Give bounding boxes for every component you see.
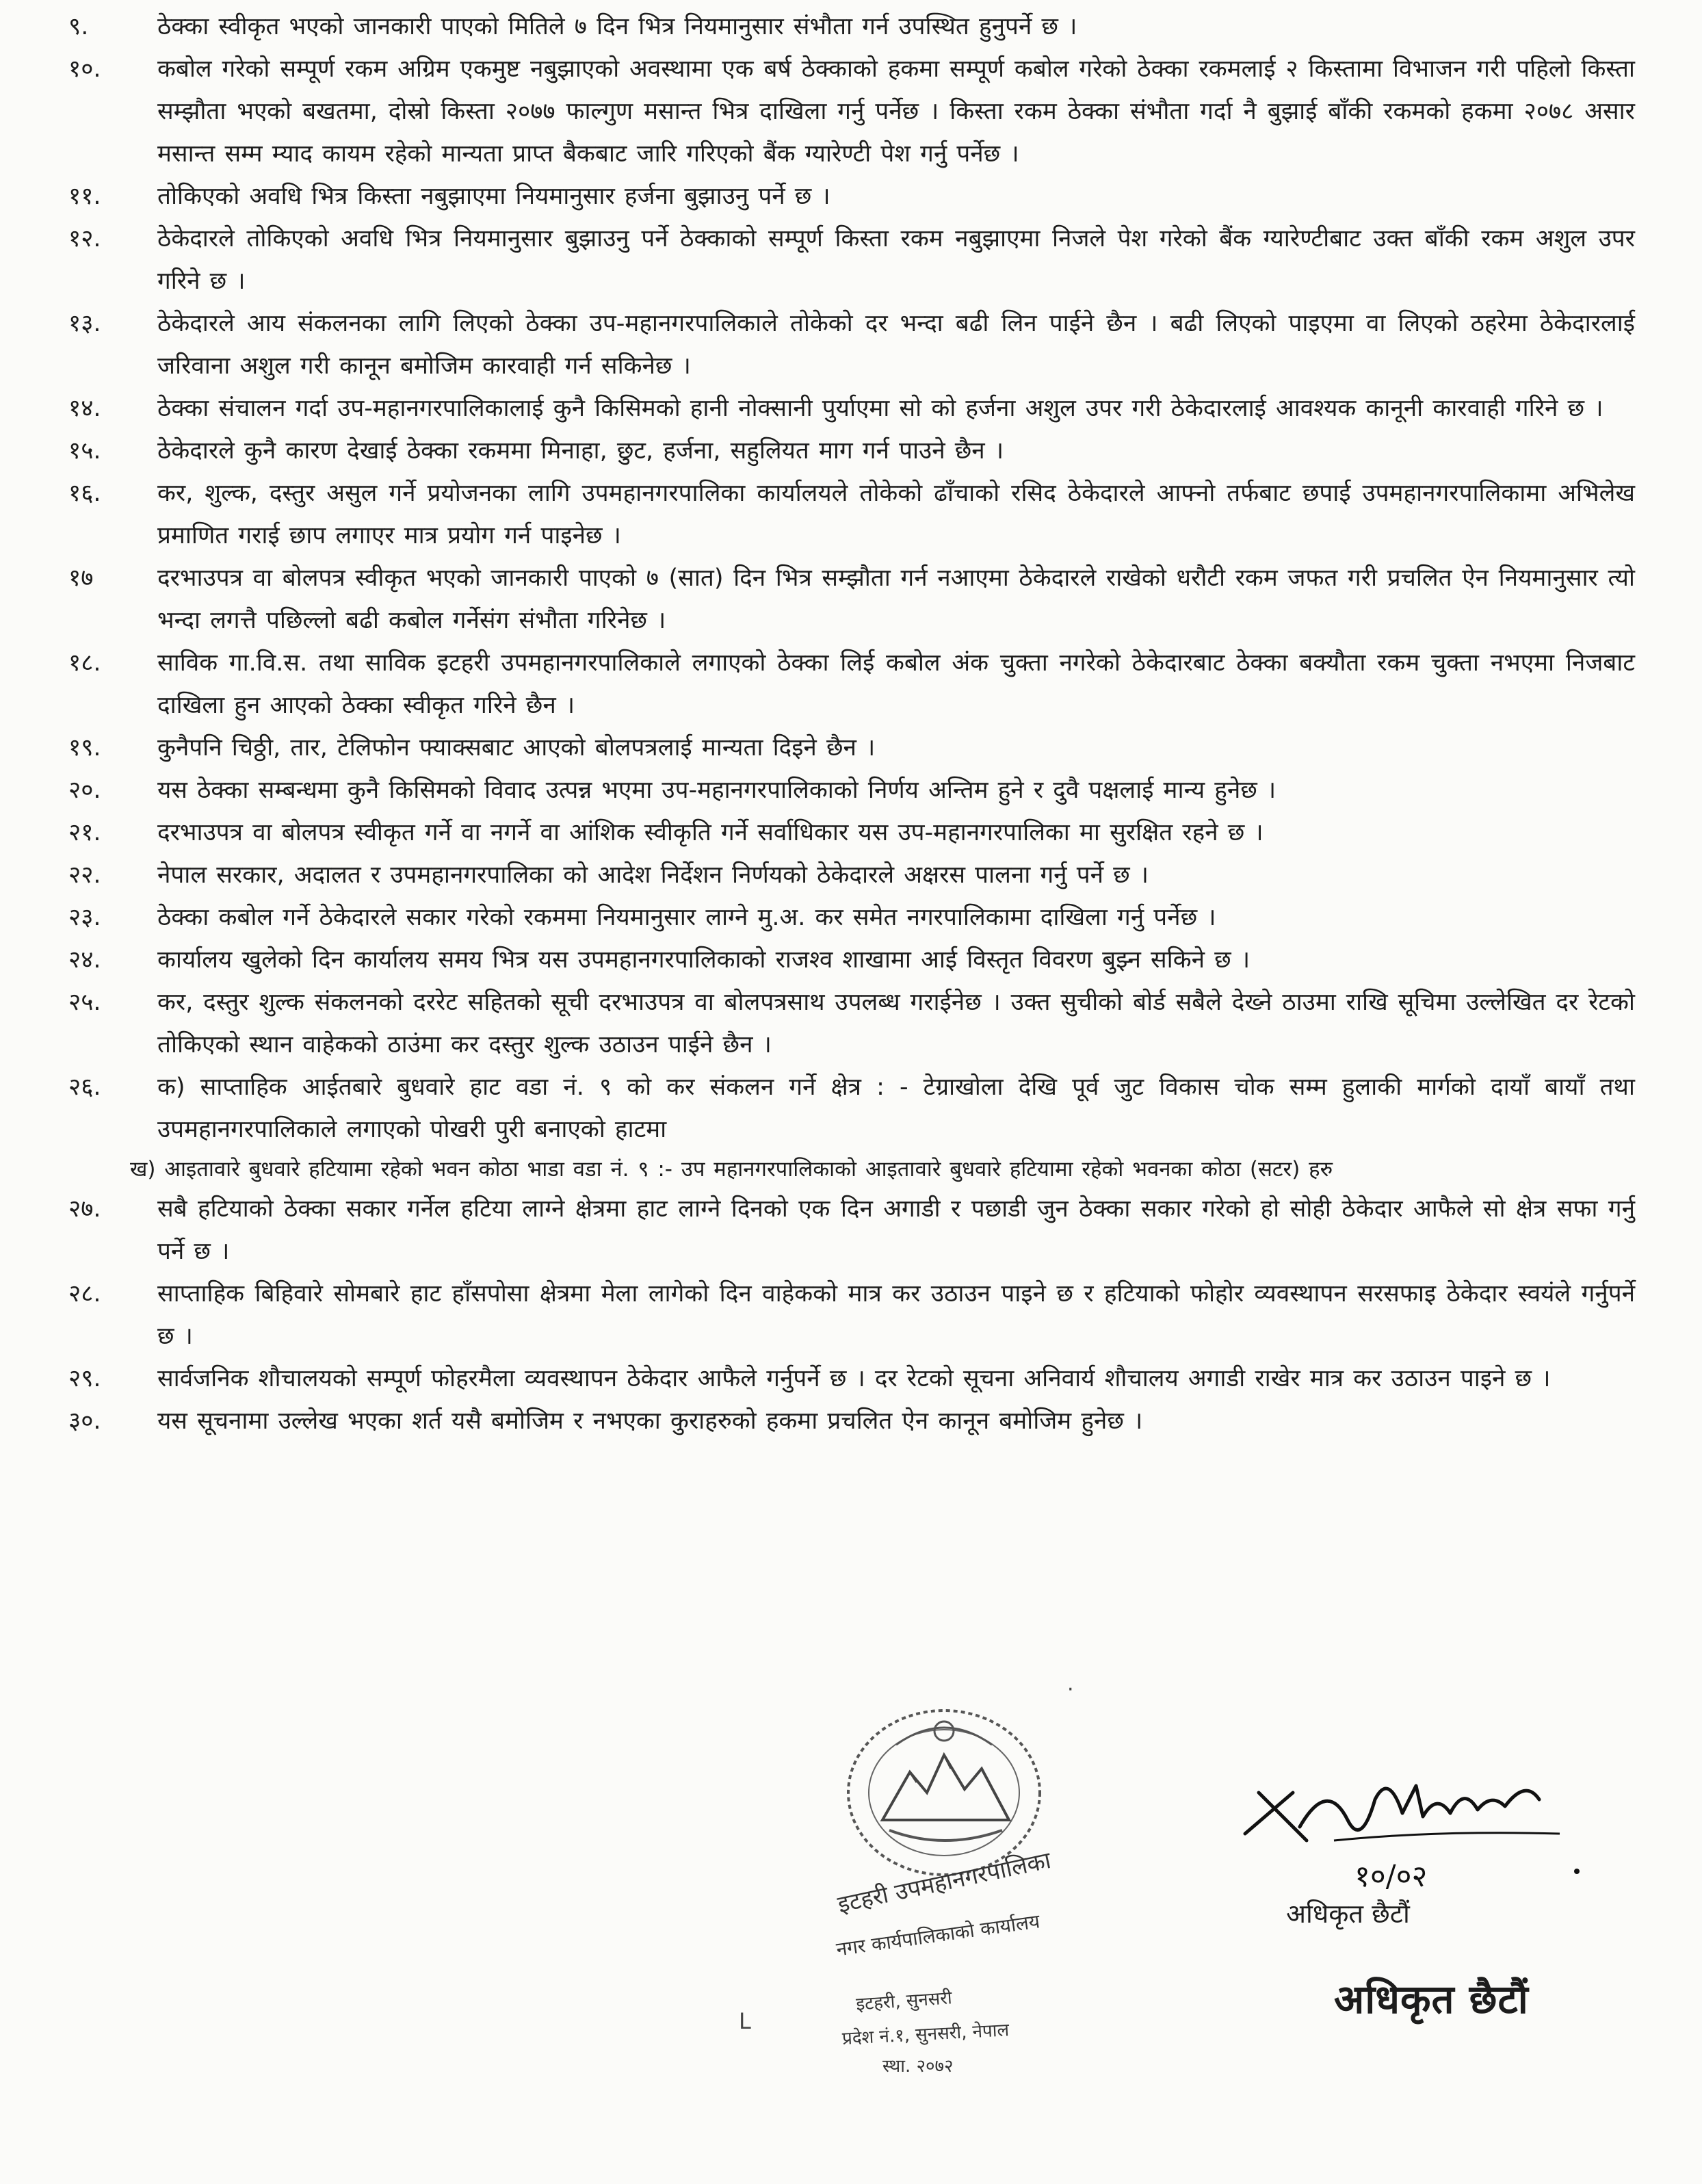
clause-text: ठेकेदारले तोकिएको अवधि भित्र नियमानुसार बुझाउनु पर्ने ठेक्काको सम्पूर्ण किस्ता रकम नबुझाएमा निजले पेश गरेको बैंक ग्यारेण्टीबाट उक्त बाँकी रकम अशुल उपर गरिने छ । [157, 225, 1635, 295]
clause-number: २५. [68, 989, 101, 1016]
clause-text: ठेक्का कबोल गर्ने ठेकेदारले सकार गरेको रकममा नियमानुसार लाग्ने मु.अ. कर समेत नगरपालिकामा दाखिला गर्नु पर्नेछ । [157, 904, 1216, 931]
clause-17 [62, 557, 1635, 642]
signatory-title: अधिकृत छैटौं [1286, 1899, 1410, 1929]
clause-number: १०. [68, 55, 101, 83]
clause-19 [62, 727, 1635, 769]
clause-26 [62, 1066, 1635, 1188]
clause-text: ठेक्का संचालन गर्दा उप-महानगरपालिकालाई कुनै किसिमको हानी नोक्सानी पुर्याएमा सो को हर्जना अशुल उपर गरी ठेकेदारलाई आवश्यक कानूनी कारवाही गरिने छ । [157, 395, 1603, 422]
clause-29 [62, 1357, 1635, 1400]
clause-number: २९. [68, 1365, 101, 1392]
clause-text: यस ठेक्का सम्बन्धमा कुनै किसिमको विवाद उत्पन्न भएमा उप-महानगरपालिकाको निर्णय अन्तिम हुने र दुवै पक्षलाई मान्य हुनेछ । [157, 777, 1276, 804]
official-seal [807, 1690, 1081, 2077]
clause-text: दरभाउपत्र वा बोलपत्र स्वीकृत भएको जानकारी पाएको ७ (सात) दिन भित्र सम्झौता गर्न नआएमा ठेकेदारले राखेको धरौटी रकम जफत गरी प्रचलित ऐन नियमानुसार त्यो भन्दा लगत्तै पछिल्लो बढी कबोल गर्नेसंग संभौता गरिनेछ । [157, 564, 1635, 634]
clause-11 [62, 175, 1635, 218]
clause-number: १८. [68, 649, 101, 677]
clause-text: कुनैपनि चिठ्ठी, तार, टेलिफोन फ्याक्सबाट आएको बोलपत्रलाई मान्यता दिइने छैन । [157, 734, 876, 762]
clause-18 [62, 642, 1635, 727]
clause-16 [62, 472, 1635, 557]
clause-text: कर, दस्तुर शुल्क संकलनको दररेट सहितको सूची दरभाउपत्र वा बोलपत्रसाथ उपलब्ध गराईनेछ । उक्त सुचीको बोर्ड सबैले देख्ने ठाउमा राखि सूचिमा उल्लेखित दर रेटको तोकिएको स्थान वाहेकको ठाउंमा कर दस्तुर शुल्क उठाउन पाईने छैन । [157, 989, 1635, 1058]
seal-text: नगर कार्यपालिकाको कार्यालय [835, 1910, 1042, 1961]
clause-text: ठेकेदारले आय संकलनका लागि लिएको ठेक्का उप-महानगरपालिकाले तोकेको दर भन्दा बढी लिन पाईने छैन । बढी लिएको पाइएमा वा लिएको ठहरेमा ठेकेदारलाई जरिवाना अशुल गरी कानून बमोजिम कारवाही गर्न सकिनेछ । [157, 310, 1635, 380]
clause-text: कबोल गरेको सम्पूर्ण रकम अग्रिम एकमुष्ट नबुझाएको अवस्थामा एक बर्ष ठेक्काको हकमा सम्पूर्ण कबोल गरेको ठेक्का रकमलाई २ किस्तामा विभाजन गरी पहिलो किस्ता सम्झौता भएको बखतमा, दोस्रो किस्ता २०७७ फाल्गुण मसान्त भित्र दाखिला गर्नु पर्नेछ । किस्ता रकम ठेक्का संभौता गर्दा नै बुझाई बाँकी रकमको हकमा २०७८ असार मसान्त सम्म म्याद कायम रहेको मान्यता प्राप्त बैकबाट जारि गरिएको बैंक ग्यारेण्टी पेश गर्नु पर्नेछ । [157, 55, 1635, 168]
clause-text: ठेकेदारले कुनै कारण देखाई ठेक्का रकममा मिनाहा, छुट, हर्जना, सहुलियत माग गर्न पाउने छैन । [157, 437, 1004, 465]
clause-number: १३. [68, 310, 101, 337]
signature-date: १०/०२ [1354, 1859, 1428, 1894]
clause-number: १६. [68, 480, 101, 507]
clause-text: साप्ताहिक बिहिवारे सोमबारे हाट हाँसपोसा क्षेत्रमा मेला लागेको दिन वाहेकको मात्र कर उठाउन पाइने छ र हटियाको फोहोर व्यवस्थापन सरसफाइ ठेकेदार स्वयंले गर्नुपर्ने छ । [157, 1280, 1635, 1350]
clause-number: १९. [68, 734, 101, 762]
clause-subitem-kha: ख) आइतावारे बुधवारे हटियामा रहेको भवन कोठा भाडा वडा नं. ९ :- उप महानगरपालिकाको आइतावारे बुधवारे हटियामा रहेको भवनका कोठा (सटर) हरु [130, 1157, 1333, 1182]
clause-number: २२. [68, 861, 101, 889]
clause-list [62, 5, 1635, 1442]
clause-10 [62, 48, 1635, 175]
signature-block [1231, 1752, 1614, 2025]
clause-28 [62, 1273, 1635, 1357]
clause-number: १२. [68, 225, 101, 252]
clause-22 [62, 854, 1635, 896]
clause-text: नेपाल सरकार, अदालत र उपमहानगरपालिका को आदेश निर्देशन निर्णयको ठेकेदारले अक्षरस पालना गर्नु पर्ने छ । [157, 861, 1149, 889]
clause-text: सबै हटियाको ठेक्का सकार गर्नेल हटिया लाग्ने क्षेत्रमा हाट लाग्ने दिनको एक दिन अगाडी र पछाडी जुन ठेक्का सकार गरेको हो सोही ठेकेदार आफैले सो क्षेत्र सफा गर्नु पर्ने छ । [157, 1195, 1635, 1265]
clause-12 [62, 218, 1635, 302]
clause-number: २७. [68, 1195, 101, 1223]
clause-21 [62, 811, 1635, 854]
clause-30 [62, 1400, 1635, 1442]
clause-14 [62, 387, 1635, 430]
clause-number: ९. [68, 13, 89, 40]
clause-text [130, 1066, 1635, 1188]
clause-number: १७ [68, 564, 94, 592]
clause-number: २१. [68, 819, 101, 846]
seal-text: प्रदेश नं.१, सुनसरी, नेपाल [841, 2020, 1010, 2049]
clause-number: २८. [68, 1280, 101, 1308]
clause-24 [62, 939, 1635, 981]
stray-mark: · [1067, 1678, 1074, 1702]
clause-23 [62, 896, 1635, 939]
seal-text: स्था. २०७२ [882, 2056, 954, 2077]
clause-text: कार्यालय खुलेको दिन कार्यालय समय भित्र यस उपमहानगरपालिकाको राजश्व शाखामा आई विस्तृत विवरण बुझ्न सकिने छ । [157, 946, 1251, 974]
clause-number: २६. [68, 1074, 101, 1101]
clause-27 [62, 1188, 1635, 1273]
seal-text: इटहरी उपमहानगरपालिका [835, 1846, 1053, 1919]
clause-number: २०. [68, 777, 101, 804]
seal-text: इटहरी, सुनसरी [855, 1988, 953, 2015]
clause-number: १४. [68, 395, 101, 422]
clause-number: ११. [68, 183, 101, 210]
clause-25 [62, 981, 1635, 1066]
clause-text: दरभाउपत्र वा बोलपत्र स्वीकृत गर्ने वा नगर्ने वा आंशिक स्वीकृति गर्ने सर्वाधिकार यस उप-महानगरपालिका मा सुरक्षित रहने छ । [157, 819, 1264, 846]
clause-9 [62, 5, 1635, 48]
clause-text: ठेक्का स्वीकृत भएको जानकारी पाएको मितिले ७ दिन भित्र नियमानुसार संभौता गर्न उपस्थित हुनुपर्ने छ । [157, 13, 1077, 40]
clause-text: साविक गा.वि.स. तथा साविक इटहरी उपमहानगरपालिकाले लगाएको ठेक्का लिई कबोल अंक चुक्ता नगरेको ठेकेदारबाट ठेक्का बक्यौता रकम चुक्ता नभएमा निजबाट दाखिला हुन आएको ठेक्का स्वीकृत गरिने छैन । [157, 649, 1635, 719]
clause-20 [62, 769, 1635, 811]
clause-number: २३. [68, 904, 101, 931]
clause-text: तोकिएको अवधि भित्र किस्ता नबुझाएमा नियमानुसार हर्जना बुझाउनु पर्ने छ । [157, 183, 830, 210]
clause-15 [62, 430, 1635, 472]
clause-text: सार्वजनिक शौचालयको सम्पूर्ण फोहरमैला व्यवस्थापन ठेकेदार आफैले गर्नुपर्ने छ । दर रेटको सूचना अनिवार्य शौचालय अगाडी राखेर मात्र कर उठाउन पाइने छ । [157, 1365, 1551, 1392]
clause-13 [62, 302, 1635, 387]
clause-number: २४. [68, 946, 101, 974]
clause-number: ३०. [68, 1407, 101, 1435]
stray-mark: L [739, 2008, 751, 2034]
clause-subitem-ka: क) साप्ताहिक आईतबारे बुधवारे हाट वडा नं. ९ को कर संकलन गर्ने क्षेत्र : - टेग्राखोला देखि पूर्व जुट विकास चोक सम्म हुलाकी मार्गको दायाँ बायाँ तथा उपमहानगरपालिकाले लगाएको पोखरी पुरी बनाएको हाटमा [157, 1074, 1635, 1143]
designation-stamp: अधिकृत छैटौं [1334, 1976, 1529, 2023]
clause-number: १५. [68, 437, 101, 465]
clause-text: कर, शुल्क, दस्तुर असुल गर्ने प्रयोजनका लागि उपमहानगरपालिका कार्यालयले तोकेको ढाँचाको रसिद ठेकेदारले आफ्नो तर्फबाट छपाई उपमहानगरपालिकामा अभिलेख प्रमाणित गराई छाप लगाएर मात्र प्रयोग गर्न पाइनेछ । [157, 480, 1635, 549]
clause-text: यस सूचनामा उल्लेख भएका शर्त यसै बमोजिम र नभएका कुराहरुको हकमा प्रचलित ऐन कानून बमोजिम हुनेछ । [157, 1407, 1143, 1435]
